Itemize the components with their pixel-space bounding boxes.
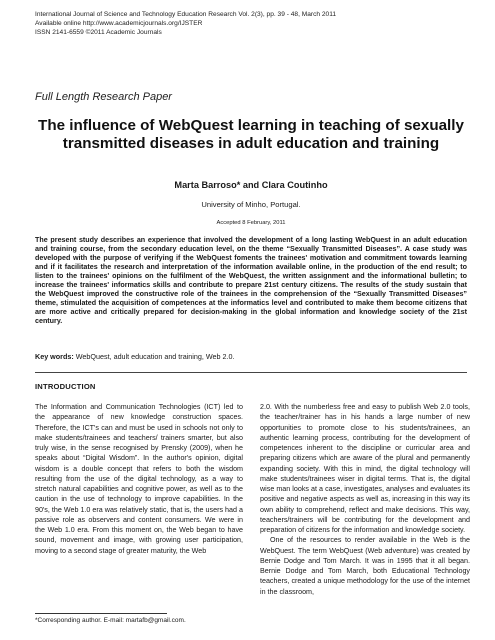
introduction-heading: INTRODUCTION: [35, 382, 96, 391]
journal-issn: ISSN 2141-6559 ©2011 Academic Journals: [35, 29, 162, 36]
introduction-paragraph-2: 2.0. With the numberless free and easy to publish Web 2.0 tools, the teacher/trainer has in his hands a large number of new opportunities to promote close to his students/trainees, an authentic learning process, contributing for the development of competences inherent to the discipline or curricular area and preparing citizens which are aware of the plural and permanently expanding society. With this in mind, the digital technology will make students/trainees wiser in digital terms. That is, the digital wise man looks at a case, investigates, analyses and evaluates its positive and negative aspects as well as, increasing in this way its own ability to comprehend, reflect and make decisions. This way, teachers/trainers will be contributing for the development and preparation of citizens for the information and knowledge society.: [260, 403, 470, 534]
paper-authors: Marta Barroso* and Clara Coutinho: [174, 180, 328, 190]
abstract: The present study describes an experience that involved the development of a long lasting WebQuest in an adult education and training course, from the secondary education level, on the theme “Sexually Transmitted Diseases”. A case study was developed with the purpose of verifying if the WebQuest foments the trainees' motivation and commitment towards learning and if it facilitates the research and interpretation of the information available online, in the production of the end result; to listen to the trainees' opinions on the fulfilment of the WebQuest, the written assignment and the informational bulletin; to increase the trainees' informatics skills and contribute to prepare 21st century citizens. The results of the study sustain that the WebQuest improved the constructive role of the trainees in the comprehension of the “Sexually Transmitted Diseases” theme, stimulated the acquisition of competences at the informatics level and contributed to make them become citizens that are more active and critically prepared for decision-making in the global information and knowledge society of the 21st century.: [35, 236, 467, 326]
journal-url[interactable]: Available online http://www.academicjournals.org/IJSTER: [35, 20, 203, 27]
right-column: [260, 402, 470, 597]
paper-type-label: Full Length Research Paper: [35, 91, 172, 103]
section-divider: [35, 372, 467, 373]
accepted-date: Accepted 8 February, 2011: [216, 220, 286, 226]
keywords-label: Key words:: [35, 352, 74, 361]
journal-header: [35, 10, 475, 37]
author-affiliation: University of Minho, Portugal.: [201, 200, 301, 209]
left-column: [35, 402, 243, 556]
keywords: [35, 352, 467, 361]
paper-title: The influence of WebQuest learning in teaching of sexually transmitted diseases in adult education and training: [38, 117, 464, 152]
journal-citation: International Journal of Science and Technology Education Research Vol. 2(3), pp. 39 - 48, March 2011: [35, 11, 337, 18]
keywords-text: WebQuest, adult education and training, Web 2.0.: [73, 352, 235, 361]
footnote-divider: [35, 613, 167, 614]
introduction-paragraph-3: One of the resources to render available in the Web is the WebQuest. The term WebQuest (Web adventure) was created by Bernie Dodge and Tom March. It was in 1995 that it all began. Bernie Dodge and Tom March, both Educational Technology teachers, created a unique methodology for the use of the internet in the classroom,: [260, 536, 470, 596]
introduction-paragraph-1: The Information and Communication Technologies (ICT) led to the appearance of new knowledge construction spaces. Therefore, the ICT's can and must be used in schools not only to make students/trainees and teachers/ trainers smarter, but also truly wise, in the sense recognised by Prensky (2009), when he speaks about “Digital Wisdom”. In the author's opinion, digital wisdom is a double concept that refers to both the wisdom resulting from the use of the digital technology, as a way to stretch natural capabilities and cognitive power, as well as to the caution in the use of technology to improve capabilities. In the 90's, the Web 1.0 era was relatively static, that is, the users had a passive role as observers and content consumers. We were in the Web 1.0 era. From this moment on, the Web began to have sound, movement and image, with growing user participation, moving to a second stage of greater maturity, the Web: [35, 403, 243, 555]
corresponding-author-footnote: *Corresponding author. E-mail: martafb@gmail.com.: [35, 617, 186, 624]
